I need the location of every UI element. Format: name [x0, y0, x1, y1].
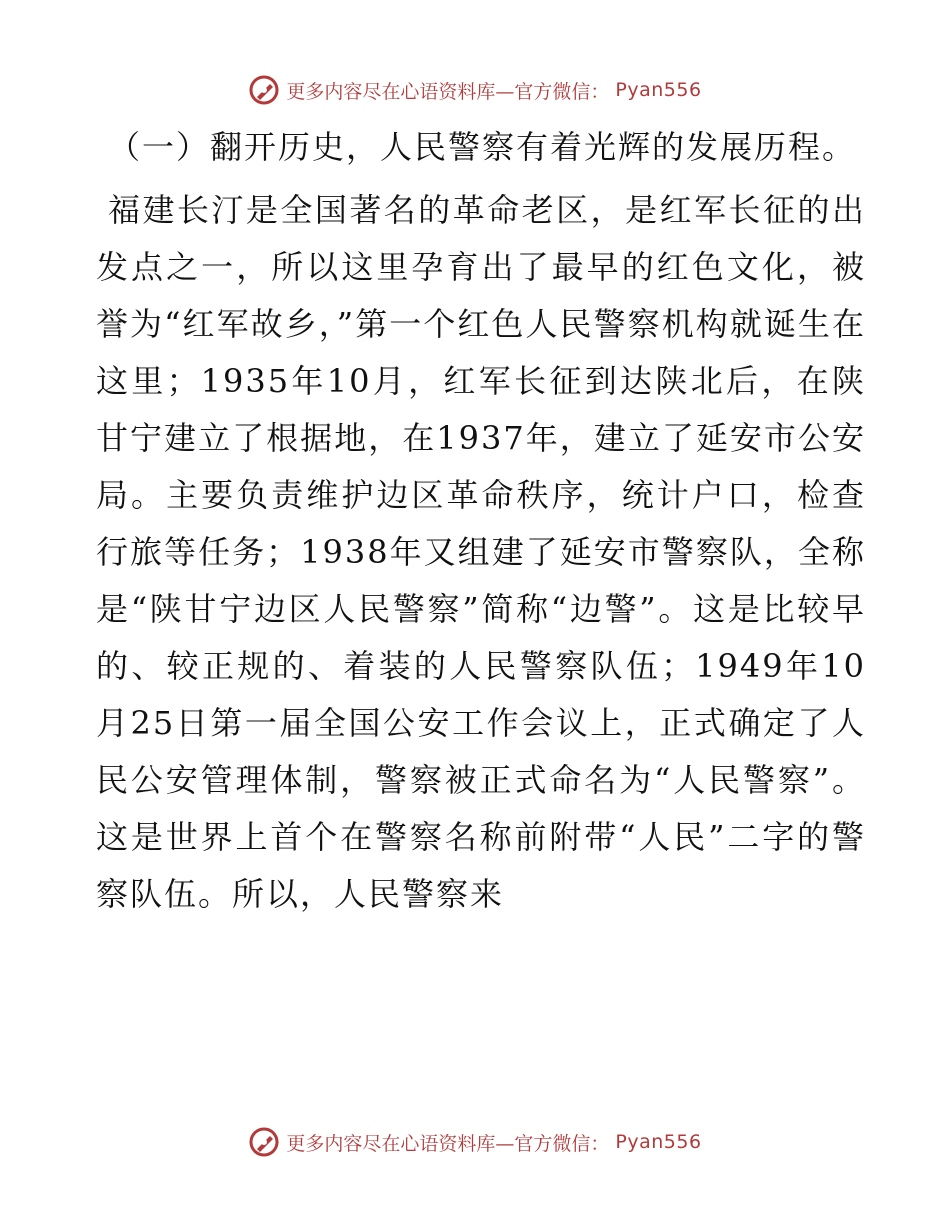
watermark-handle: Pyan556	[615, 79, 702, 101]
watermark-text: 更多内容尽在心语资料库—官方微信：	[286, 1132, 610, 1155]
body-paragraph: 福建长汀是全国著名的革命老区，是红军长征的出发点之一，所以这里孕育出了最早的红色文化，被誉为“红军故乡，”第一个红色人民警察机构就诞生在这里；1935年10月，红军长征到达陕北后，在陕甘宁建立了根据地，在1937年，建立了延安市公安局。主要负责维护边区革命秩序，统计户口，检查行旅等任务；1938年又组建了延安市警察队，全称是“陕甘宁边区人民警察”简称“边警”。这是比较早的、较正规的、着装的人民警察队伍；1949年10月25日第一届全国公安工作会议上，正式确定了人民公安管理体制，警察被正式命名为“人民警察”。这是世界上首个在警察名称前附带“人民”二字的警察队伍。所以，人民警察来	[96, 191, 866, 913]
section-heading: （一）翻开历史，人民警察有着光辉的发展历程。	[108, 128, 857, 166]
watermark-handle: Pyan556	[615, 1131, 702, 1153]
logo-pen-icon	[248, 74, 280, 106]
header-watermark	[0, 70, 950, 110]
footer-watermark	[0, 1122, 950, 1162]
logo-pen-icon	[248, 1126, 280, 1158]
watermark-text: 更多内容尽在心语资料库—官方微信：	[286, 80, 610, 103]
document-body	[96, 118, 866, 923]
